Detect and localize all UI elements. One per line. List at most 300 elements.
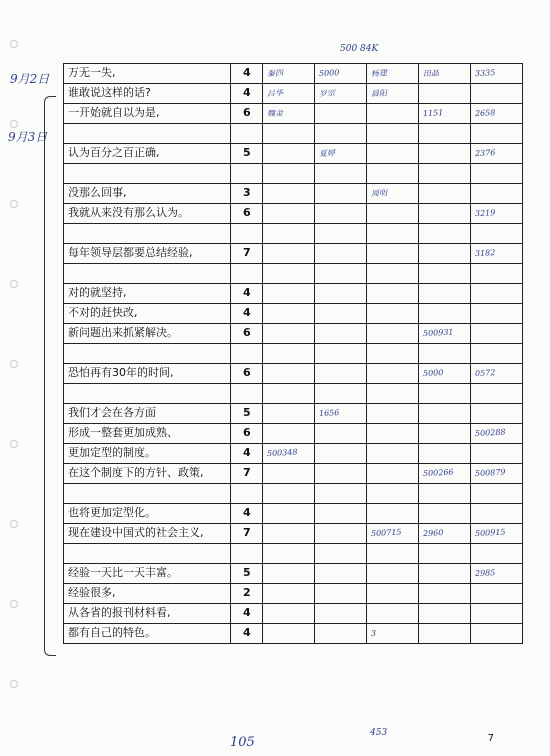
handwritten-signature — [423, 252, 466, 254]
handwritten-signature — [475, 132, 518, 134]
signature-cell — [263, 244, 315, 264]
sentence-cell: 没那么回事, — [64, 184, 231, 204]
signature-cell — [419, 84, 471, 104]
table-row — [64, 244, 523, 264]
table-row — [64, 604, 523, 624]
handwritten-signature — [371, 292, 414, 294]
signature-cell — [419, 364, 471, 384]
signature-cell — [419, 164, 471, 184]
signature-cell — [471, 324, 523, 344]
signature-cell — [471, 344, 523, 364]
signature-cell — [419, 324, 471, 344]
signature-cell — [471, 204, 523, 224]
handwritten-signature — [267, 132, 310, 134]
signature-cell — [315, 484, 367, 504]
count-cell — [231, 544, 263, 564]
signature-cell — [419, 304, 471, 324]
sentence-cell — [64, 544, 231, 564]
count-cell — [231, 124, 263, 144]
count-cell: 7 — [231, 244, 263, 264]
signature-cell — [315, 104, 367, 124]
signature-cell — [367, 324, 419, 344]
handwritten-signature — [371, 112, 414, 114]
handwritten-signature — [319, 512, 362, 514]
count-cell: 6 — [231, 424, 263, 444]
handwritten-signature — [267, 152, 310, 154]
signature-cell — [367, 344, 419, 364]
signature-cell — [419, 284, 471, 304]
signature-cell — [367, 224, 419, 244]
handwritten-signature — [371, 232, 414, 234]
handwritten-signature — [475, 592, 518, 594]
table-row — [64, 584, 523, 604]
bottom-note-1: 105 — [230, 735, 255, 750]
signature-cell — [315, 524, 367, 544]
count-cell: 5 — [231, 564, 263, 584]
handwritten-signature — [371, 392, 414, 394]
handwritten-signature — [319, 112, 362, 114]
signature-cell — [263, 404, 315, 424]
sentence-cell — [64, 484, 231, 504]
signature-cell — [471, 624, 523, 644]
signature-cell — [419, 184, 471, 204]
signature-cell — [315, 344, 367, 364]
signature-cell — [263, 604, 315, 624]
table-row — [64, 404, 523, 424]
handwritten-signature: 5000 — [319, 68, 340, 79]
signature-cell — [471, 384, 523, 404]
signature-cell — [419, 384, 471, 404]
signature-cell — [263, 544, 315, 564]
handwritten-signature — [319, 452, 362, 454]
handwritten-signature — [267, 272, 310, 274]
handwritten-signature — [371, 612, 414, 614]
handwritten-signature — [319, 372, 362, 374]
signature-cell — [367, 444, 419, 464]
table-row — [64, 224, 523, 244]
handwritten-signature — [267, 192, 310, 194]
handwritten-signature — [475, 92, 518, 94]
signature-cell — [471, 464, 523, 484]
signature-cell — [315, 564, 367, 584]
handwritten-signature — [423, 452, 466, 454]
handwritten-signature — [423, 352, 466, 354]
punch-holes — [10, 0, 24, 756]
handwritten-signature — [319, 392, 362, 394]
signature-cell — [367, 564, 419, 584]
handwritten-signature — [267, 572, 310, 574]
handwritten-signature — [319, 332, 362, 334]
signature-cell — [419, 64, 471, 84]
signature-cell — [419, 224, 471, 244]
handwritten-signature — [423, 512, 466, 514]
signature-cell — [419, 584, 471, 604]
table-row — [64, 184, 523, 204]
signature-cell — [419, 344, 471, 364]
handwritten-signature — [423, 572, 466, 574]
handwritten-signature — [267, 592, 310, 594]
handwritten-signature: 500931 — [422, 327, 454, 339]
handwritten-signature: 500915 — [474, 527, 506, 539]
sentence-cell — [64, 264, 231, 284]
signature-cell — [263, 464, 315, 484]
table-row — [64, 264, 523, 284]
sentence-cell: 形成一整套更加成熟、 — [64, 424, 231, 444]
signature-cell — [471, 564, 523, 584]
count-cell: 6 — [231, 104, 263, 124]
handwritten-signature: 秦四 — [267, 68, 284, 79]
signature-cell — [315, 324, 367, 344]
signature-cell — [471, 424, 523, 444]
signature-cell — [315, 604, 367, 624]
handwritten-signature — [371, 492, 414, 494]
handwritten-signature — [319, 572, 362, 574]
signature-cell — [471, 444, 523, 464]
handwritten-signature — [319, 192, 362, 194]
signature-cell — [263, 164, 315, 184]
signature-cell — [367, 164, 419, 184]
handwritten-signature — [319, 212, 362, 214]
sentence-cell: 谁敢说这样的话? — [64, 84, 231, 104]
count-cell: 2 — [231, 584, 263, 604]
handwritten-signature: 2658 — [474, 108, 496, 119]
signature-cell — [263, 304, 315, 324]
handwritten-signature — [475, 312, 518, 314]
table-row — [64, 384, 523, 404]
signature-cell — [367, 584, 419, 604]
signature-cell — [471, 224, 523, 244]
signature-cell — [263, 584, 315, 604]
signature-cell — [367, 604, 419, 624]
handwritten-signature — [371, 472, 414, 474]
signature-cell — [263, 504, 315, 524]
table-row — [64, 144, 523, 164]
signature-cell — [419, 104, 471, 124]
signature-cell — [367, 284, 419, 304]
signature-cell — [315, 204, 367, 224]
signature-cell — [367, 544, 419, 564]
signature-cell — [315, 424, 367, 444]
signature-cell — [419, 604, 471, 624]
handwritten-signature — [267, 612, 310, 614]
count-cell: 3 — [231, 184, 263, 204]
handwritten-signature — [267, 252, 310, 254]
count-cell — [231, 164, 263, 184]
signature-cell — [263, 364, 315, 384]
handwritten-signature — [371, 212, 414, 214]
signature-cell — [419, 624, 471, 644]
signature-cell — [419, 124, 471, 144]
table-row — [64, 524, 523, 544]
sentence-cell: 经验一天比一天丰富。 — [64, 564, 231, 584]
table-row — [64, 164, 523, 184]
sentence-cell: 万无一失, — [64, 64, 231, 84]
count-cell: 4 — [231, 504, 263, 524]
signature-cell — [419, 404, 471, 424]
count-cell: 4 — [231, 284, 263, 304]
signature-cell — [367, 84, 419, 104]
table-row — [64, 84, 523, 104]
sentence-cell — [64, 164, 231, 184]
sentence-cell — [64, 124, 231, 144]
count-cell — [231, 344, 263, 364]
handwritten-signature — [423, 192, 466, 194]
signature-cell — [315, 364, 367, 384]
handwritten-signature — [423, 592, 466, 594]
handwritten-signature — [423, 92, 466, 94]
signature-cell — [315, 284, 367, 304]
handwritten-signature: 2376 — [474, 148, 496, 159]
signature-cell — [367, 244, 419, 264]
handwritten-signature: 3219 — [474, 208, 496, 219]
handwritten-signature — [371, 452, 414, 454]
handwritten-signature — [475, 452, 518, 454]
handwritten-signature — [267, 292, 310, 294]
signature-cell — [263, 424, 315, 444]
signature-cell — [367, 104, 419, 124]
count-cell: 4 — [231, 624, 263, 644]
table-row — [64, 624, 523, 644]
bottom-note-2: 453 — [370, 728, 388, 738]
signature-cell — [471, 504, 523, 524]
handwritten-signature — [423, 412, 466, 414]
signature-cell — [419, 524, 471, 544]
handwritten-signature — [475, 412, 518, 414]
signature-cell — [419, 144, 471, 164]
handwritten-signature: 1151 — [422, 108, 444, 119]
handwritten-signature — [371, 512, 414, 514]
signature-cell — [263, 524, 315, 544]
handwritten-signature — [267, 312, 310, 314]
handwritten-signature — [475, 552, 518, 554]
signature-cell — [367, 624, 419, 644]
signature-cell — [367, 364, 419, 384]
handwritten-signature: 2960 — [422, 528, 444, 539]
handwritten-signature: 2985 — [474, 568, 496, 579]
table-row — [64, 364, 523, 384]
handwritten-signature: 500348 — [267, 447, 299, 459]
handwritten-signature — [371, 372, 414, 374]
handwritten-signature — [371, 272, 414, 274]
signature-cell — [315, 504, 367, 524]
count-cell: 6 — [231, 324, 263, 344]
handwritten-signature — [319, 552, 362, 554]
signature-cell — [263, 144, 315, 164]
table-row — [64, 104, 523, 124]
table-row — [64, 484, 523, 504]
sentence-cell: 不对的赶快改, — [64, 304, 231, 324]
handwritten-signature — [371, 252, 414, 254]
handwritten-signature — [475, 292, 518, 294]
handwritten-signature — [319, 632, 362, 634]
handwritten-signature — [475, 172, 518, 174]
sentence-cell: 都有自己的特色。 — [64, 624, 231, 644]
handwritten-signature: 晨阳 — [370, 88, 388, 99]
sentence-cell: 我就从来没有那么认为。 — [64, 204, 231, 224]
handwritten-signature — [423, 552, 466, 554]
signature-cell — [367, 184, 419, 204]
bracket-line — [44, 96, 56, 656]
signature-cell — [419, 544, 471, 564]
signature-cell — [315, 404, 367, 424]
handwritten-signature — [475, 392, 518, 394]
handwritten-signature — [319, 292, 362, 294]
signature-cell — [263, 624, 315, 644]
handwritten-signature — [423, 232, 466, 234]
count-cell — [231, 264, 263, 284]
date-note-1: 9月2日 — [10, 72, 50, 86]
handwritten-signature — [319, 172, 362, 174]
signature-cell — [471, 164, 523, 184]
table-row — [64, 124, 523, 144]
sentence-cell: 也将更加定型化。 — [64, 504, 231, 524]
signature-cell — [367, 524, 419, 544]
handwritten-signature — [475, 512, 518, 514]
handwritten-signature — [475, 192, 518, 194]
handwritten-signature — [319, 492, 362, 494]
table-row — [64, 304, 523, 324]
sentence-cell — [64, 384, 231, 404]
sentence-cell: 每年领导层都要总结经验, — [64, 244, 231, 264]
count-cell — [231, 384, 263, 404]
handwritten-signature — [319, 472, 362, 474]
signature-cell — [263, 124, 315, 144]
count-cell: 6 — [231, 204, 263, 224]
signature-cell — [367, 384, 419, 404]
signature-cell — [367, 304, 419, 324]
handwritten-signature: 3335 — [474, 68, 496, 79]
handwritten-signature — [475, 612, 518, 614]
handwritten-signature — [423, 212, 466, 214]
signup-table — [63, 63, 523, 644]
table-row — [64, 424, 523, 444]
table-row — [64, 204, 523, 224]
signature-cell — [367, 264, 419, 284]
signature-cell — [471, 64, 523, 84]
page-number: 7 — [487, 733, 494, 744]
handwritten-signature — [475, 632, 518, 634]
handwritten-signature: 5000 — [422, 368, 444, 379]
signature-cell — [419, 464, 471, 484]
handwritten-signature — [423, 272, 466, 274]
count-cell: 5 — [231, 404, 263, 424]
signature-cell — [315, 84, 367, 104]
handwritten-signature — [319, 592, 362, 594]
sentence-cell: 从各省的报刊材料看, — [64, 604, 231, 624]
handwritten-signature: 1656 — [319, 408, 340, 419]
signature-cell — [315, 544, 367, 564]
handwritten-signature: 魏金 — [267, 108, 284, 119]
signature-cell — [367, 424, 419, 444]
handwritten-signature — [423, 132, 466, 134]
handwritten-signature — [371, 432, 414, 434]
sentence-cell: 认为百分之百正确, — [64, 144, 231, 164]
handwritten-signature — [423, 432, 466, 434]
signature-cell — [315, 584, 367, 604]
signature-cell — [471, 584, 523, 604]
signature-cell — [471, 544, 523, 564]
signature-cell — [315, 244, 367, 264]
signature-cell — [419, 264, 471, 284]
sentence-cell: 现在建设中国式的社会主义, — [64, 524, 231, 544]
count-cell: 4 — [231, 64, 263, 84]
handwritten-signature — [319, 352, 362, 354]
signature-cell — [263, 204, 315, 224]
signature-cell — [367, 484, 419, 504]
handwritten-signature: 3 — [370, 628, 377, 639]
handwritten-signature — [267, 232, 310, 234]
signature-cell — [471, 284, 523, 304]
signature-cell — [419, 484, 471, 504]
handwritten-signature — [475, 352, 518, 354]
handwritten-signature — [267, 552, 310, 554]
handwritten-signature — [267, 412, 310, 414]
signature-cell — [367, 124, 419, 144]
handwritten-signature — [267, 212, 310, 214]
count-cell: 7 — [231, 524, 263, 544]
top-note: 500 84K — [340, 44, 379, 54]
handwritten-signature — [319, 232, 362, 234]
signature-cell — [315, 224, 367, 244]
count-cell: 4 — [231, 604, 263, 624]
handwritten-signature — [371, 572, 414, 574]
signature-cell — [471, 364, 523, 384]
sentence-cell: 我们才会在各方面 — [64, 404, 231, 424]
table-row — [64, 344, 523, 364]
handwritten-signature: 田晶 — [422, 68, 440, 79]
signature-cell — [315, 384, 367, 404]
handwritten-signature — [371, 332, 414, 334]
handwritten-signature — [319, 432, 362, 434]
signature-cell — [263, 264, 315, 284]
table-row — [64, 444, 523, 464]
handwritten-signature — [371, 152, 414, 154]
signature-cell — [367, 64, 419, 84]
handwritten-signature — [371, 352, 414, 354]
table-row — [64, 504, 523, 524]
handwritten-signature — [371, 552, 414, 554]
signature-cell — [263, 64, 315, 84]
handwritten-signature — [475, 492, 518, 494]
handwritten-signature — [423, 172, 466, 174]
signature-cell — [315, 64, 367, 84]
table-row — [64, 324, 523, 344]
handwritten-signature: 0572 — [474, 368, 496, 379]
handwritten-signature: 杨建 — [370, 68, 388, 79]
sentence-cell: 在这个制度下的方针、政策, — [64, 464, 231, 484]
handwritten-signature — [267, 372, 310, 374]
signature-cell — [263, 84, 315, 104]
sentence-cell: 恐怕再有30年的时间, — [64, 364, 231, 384]
signature-cell — [315, 184, 367, 204]
sentence-cell: 经验很多, — [64, 584, 231, 604]
signature-cell — [315, 264, 367, 284]
count-cell — [231, 224, 263, 244]
handwritten-signature — [319, 312, 362, 314]
signature-cell — [263, 224, 315, 244]
handwritten-signature — [267, 392, 310, 394]
signature-cell — [471, 404, 523, 424]
handwritten-signature — [267, 172, 310, 174]
signature-cell — [263, 444, 315, 464]
count-cell: 4 — [231, 304, 263, 324]
signature-cell — [263, 384, 315, 404]
signature-cell — [471, 144, 523, 164]
signature-cell — [263, 324, 315, 344]
signature-cell — [471, 304, 523, 324]
signature-cell — [263, 564, 315, 584]
signature-cell — [263, 284, 315, 304]
